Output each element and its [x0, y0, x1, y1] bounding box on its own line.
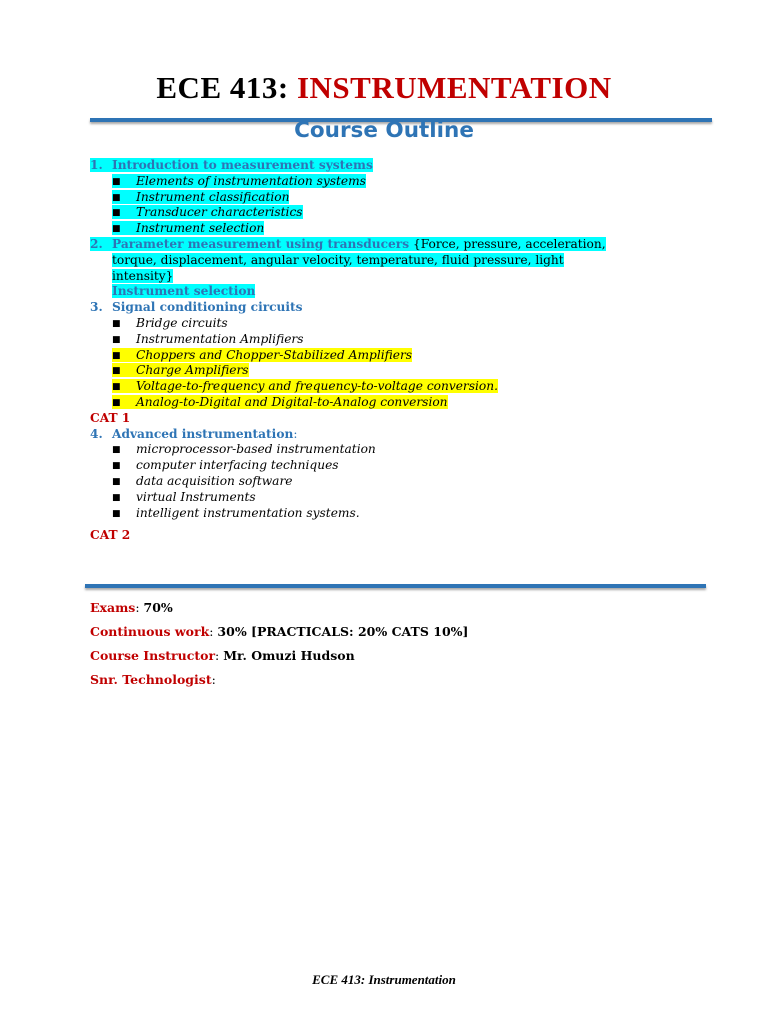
bullet-icon: ■ [112, 208, 121, 219]
bullet-icon: ■ [112, 461, 121, 472]
section-number: 3. [90, 300, 103, 315]
section-3-heading [90, 300, 680, 316]
list-item: ■ virtual Instruments [90, 490, 680, 506]
bullet-icon: ■ [112, 397, 121, 408]
list-item: ■ Instrument selection [90, 221, 680, 237]
senior-technologist: Snr. Technologist: [90, 672, 216, 687]
bullet-icon: ■ [112, 318, 121, 329]
list-item: ■ Voltage-to-frequency and frequency-to-voltage conversion. [90, 379, 680, 395]
list-item: ■ Bridge circuits [90, 316, 680, 332]
bullet-icon: ■ [112, 508, 121, 519]
course-instructor: Course Instructor: Mr. Omuzi Hudson [90, 648, 355, 663]
list-item: ■ Transducer characteristics [90, 205, 680, 221]
bullet-icon: ■ [112, 192, 121, 203]
bullet-icon: ■ [112, 492, 121, 503]
section-number: 1. [90, 158, 103, 172]
bullet-icon: ■ [112, 445, 121, 456]
section-detail: {Force, pressure, acceleration, [409, 236, 606, 251]
section-2-heading [90, 237, 680, 253]
section-detail-line: intensity} [112, 268, 174, 283]
section-number: 4. [90, 426, 103, 441]
exams-weight: Exams: 70% [90, 600, 173, 615]
list-item: ■ Choppers and Chopper-Stabilized Amplifiers [90, 348, 680, 364]
bullet-icon: ■ [112, 476, 121, 487]
bullet-icon: ■ [112, 382, 121, 393]
list-item: ■ Charge Amplifiers [90, 363, 680, 379]
page-footer: ECE 413: Instrumentation [312, 972, 456, 987]
section-title: Parameter measurement using transducers [112, 236, 410, 251]
course-name: INSTRUMENTATION [296, 70, 612, 105]
section-colon: : [293, 426, 298, 441]
document-title [0, 70, 768, 106]
list-item: ■ Analog-to-Digital and Digital-to-Analog conversion [90, 395, 680, 411]
list-item: ■ microprocessor-based instrumentation [90, 442, 680, 458]
section-detail-line: torque, displacement, angular velocity, temperature, fluid pressure, light [112, 252, 564, 267]
list-item: ■ Elements of instrumentation systems [90, 174, 680, 190]
bullet-icon: ■ [112, 334, 121, 345]
list-item: ■ intelligent instrumentation systems. [90, 506, 680, 522]
section-4-heading [90, 427, 680, 443]
section-title: Advanced instrumentation [112, 426, 294, 441]
list-item: ■ Instrumentation Amplifiers [90, 332, 680, 348]
cat-1-label: CAT 1 [90, 410, 131, 425]
list-item: ■ computer interfacing techniques [90, 458, 680, 474]
bullet-icon: ■ [112, 350, 121, 361]
course-outline [90, 158, 680, 544]
cat-2-label: CAT 2 [90, 528, 131, 543]
middle-divider [85, 584, 706, 588]
bullet-icon: ■ [112, 176, 121, 187]
section-number: 2. [90, 236, 103, 251]
course-code: ECE 413: [156, 70, 289, 105]
bullet-icon: ■ [112, 224, 121, 235]
list-item: ■ Instrument classification [90, 190, 680, 206]
section-1-heading [90, 158, 680, 174]
section-title: Signal conditioning circuits [112, 300, 303, 315]
section-title: Introduction to measurement systems [112, 158, 373, 172]
section-subheading: Instrument selection [112, 284, 256, 299]
bullet-icon: ■ [112, 366, 121, 377]
continuous-work-weight: Continuous work: 30% [PRACTICALS: 20% CATS 10%] [90, 624, 469, 639]
course-outline-heading: Course Outline [294, 118, 474, 143]
list-item: ■ data acquisition software [90, 474, 680, 490]
